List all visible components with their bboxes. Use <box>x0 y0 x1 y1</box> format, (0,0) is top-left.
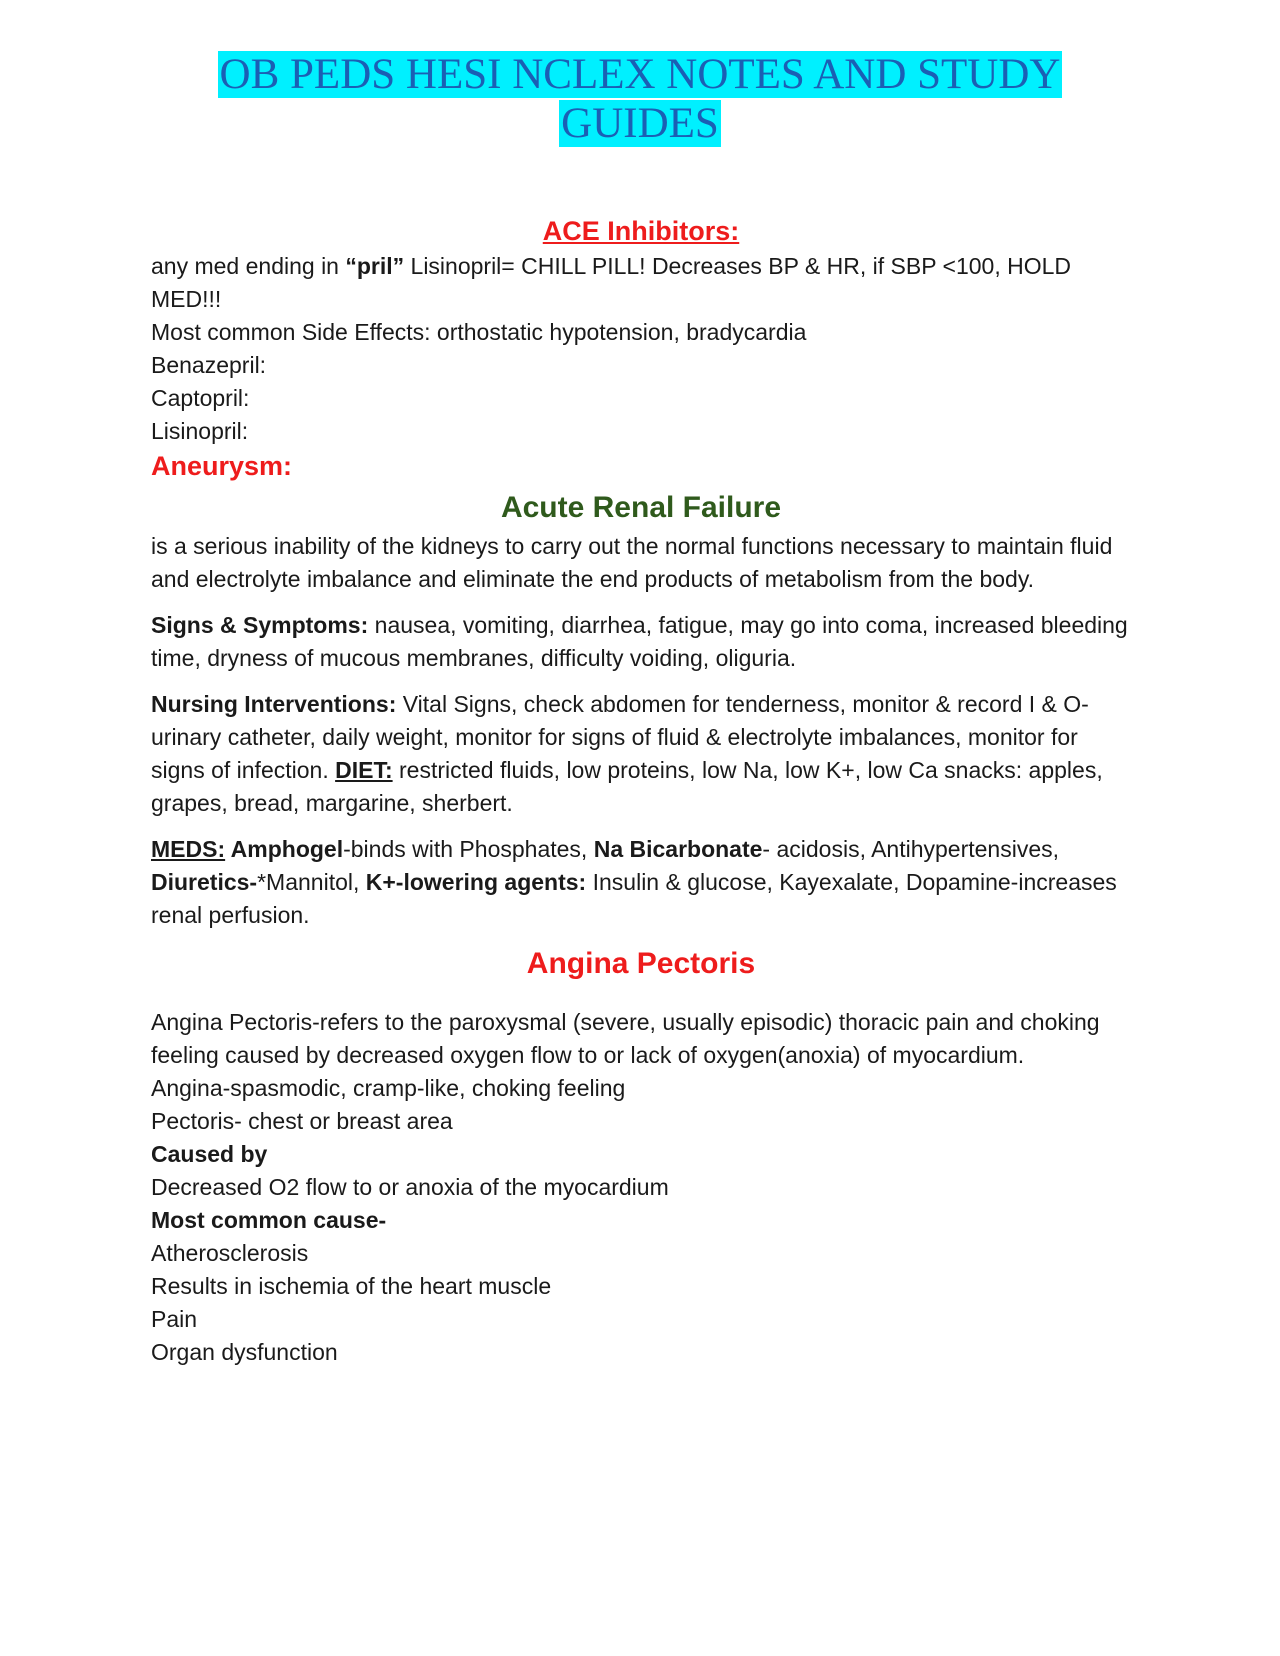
arf-diet-text: restricted fluids, low proteins, low Na, low K+, low Ca snacks: apples, grapes, bread, margarine, sherbert. <box>151 757 1103 816</box>
angina-common-cause-label-text: Most common cause- <box>151 1207 387 1233</box>
arf-med-k-lowering: K+-lowering agents: <box>365 869 587 895</box>
arf-heading: Acute Renal Failure <box>500 491 782 524</box>
arf-signs-label: Signs & Symptoms: <box>151 612 369 638</box>
arf-signs <box>151 609 1131 675</box>
angina-line-pectoris: Pectoris- chest or breast area <box>151 1108 453 1134</box>
ace-side-effects: Most common Side Effects: orthostatic hypotension, bradycardia <box>151 319 807 345</box>
list-item: Organ dysfunction <box>151 1339 338 1365</box>
list-item: Atherosclerosis <box>151 1240 309 1266</box>
ace-description-text-2: Lisinopril= CHILL PILL! Decreases BP & HR, if SBP <100, HOLD MED!!! <box>151 253 1072 312</box>
arf-meds <box>151 833 1131 932</box>
angina-caused-by-text: Decreased O2 flow to or anoxia of the myocardium <box>151 1174 669 1200</box>
angina-caused-by-label <box>151 1138 1131 1171</box>
ace-description <box>151 250 1131 316</box>
arf-diet-label: DIET: <box>335 757 393 783</box>
arf-definition: is a serious inability of the kidneys to carry out the normal functions necessary to maintain fluid and electrolyte imbalance and eliminate the end products of metabolism from the body. <box>151 533 1113 592</box>
ace-heading: ACE Inhibitors: <box>542 216 740 246</box>
ace-drug-lisinopril: Lisinopril: <box>151 418 249 444</box>
angina-common-cause-label <box>151 1204 1131 1237</box>
document-title-line1: OB PEDS HESI NCLEX NOTES AND STUDY <box>219 51 1061 98</box>
arf-nursing-label: Nursing Interventions: <box>151 691 397 717</box>
arf-med-amphogel: Amphogel <box>225 836 344 862</box>
document-title <box>0 50 1280 148</box>
ace-drug-captopril: Captopril: <box>151 385 250 411</box>
arf-meds-text-1: -binds with Phosphates, <box>343 836 594 862</box>
document-body <box>151 212 1131 1369</box>
angina-heading: Angina Pectoris <box>526 947 756 980</box>
arf-meds-label: MEDS: <box>151 836 226 862</box>
ace-description-text: any med ending in <box>151 253 346 279</box>
document-title-line2: GUIDES <box>561 100 719 147</box>
arf-med-na-bicarbonate: Na Bicarbonate <box>593 836 763 862</box>
arf-nursing <box>151 688 1131 820</box>
arf-nursing-text: Vital Signs, check abdomen for tenderness, monitor & record I & O-urinary catheter, daily weight, monitor for signs of fluid & electrolyte imbalances, monitor for signs of infection. <box>151 691 1089 783</box>
list-item: Results in ischemia of the heart muscle <box>151 1273 552 1299</box>
arf-med-diuretics: Diuretics- <box>151 869 258 895</box>
arf-meds-text-4: Insulin & glucose, Kayexalate, Dopamine-increases renal perfusion. <box>151 869 1117 928</box>
arf-meds-text-3: *Mannitol, <box>257 869 366 895</box>
aneurysm-heading: Aneurysm: <box>151 451 293 481</box>
list-item: Pain <box>151 1306 198 1332</box>
angina-definition: Angina Pectoris-refers to the paroxysmal (severe, usually episodic) thoracic pain and choking feeling caused by decreased oxygen flow to or lack of oxygen(anoxia) of myocardium. <box>151 1009 1100 1068</box>
angina-caused-by-label-text: Caused by <box>151 1141 268 1167</box>
ace-drug-benazepril: Benazepril: <box>151 352 267 378</box>
ace-pril-bold: “pril” <box>345 253 405 279</box>
arf-signs-text: nausea, vomiting, diarrhea, fatigue, may go into coma, increased bleeding time, dryness of mucous membranes, difficulty voiding, oliguria. <box>151 612 1128 671</box>
angina-line-angina: Angina-spasmodic, cramp-like, choking feeling <box>151 1075 626 1101</box>
arf-meds-text-2: - acidosis, Antihypertensives, <box>762 836 1060 862</box>
